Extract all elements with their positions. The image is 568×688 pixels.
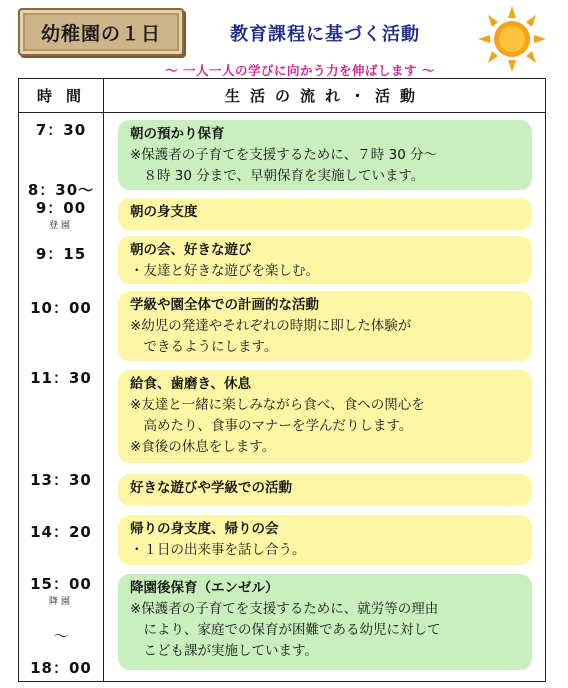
activity-line: ８時 30 分まで、早朝保育を実施しています。 [130, 168, 425, 184]
activity-morning-meeting [118, 236, 532, 284]
activity-line: ※保護者の子育てを支援するために、７時 30 分～ [130, 147, 438, 163]
activity-line: により、家庭での保育が困難である幼児に対して [130, 622, 441, 638]
activity-title: 朝の身支度 [130, 204, 198, 220]
time-0915: 9：15 [35, 245, 87, 263]
time-0900-label: 登園 [48, 221, 73, 231]
activity-line: できるようにします。 [130, 339, 278, 355]
activity-planned [118, 291, 532, 361]
activity-morning-care [118, 120, 532, 190]
time-1500: 15：00 [30, 575, 92, 593]
time-1000: 10：00 [30, 299, 92, 317]
activity-line: ※幼児の発達やそれぞれの時期に即した体験が [130, 318, 412, 334]
time-range-tilde: ～ [53, 627, 69, 645]
header-time: 時間 [36, 87, 95, 105]
activity-title: 給食、歯磨き、休息 [130, 376, 251, 392]
time-0730: 7：30 [35, 121, 87, 139]
activity-line: ※食後の休息をします。 [130, 439, 276, 455]
time-1800: 18：00 [30, 659, 92, 677]
activity-title: 学級や園全体での計画的な活動 [130, 297, 319, 313]
activity-line: こども課が実施しています。 [130, 643, 318, 659]
page-title: 教育課程に基づく活動 [230, 24, 420, 45]
table-header [19, 79, 545, 113]
activity-title: 降園後保育（エンゼル） [130, 580, 279, 596]
activity-line: ※保護者の子育てを支援するために、就労等の理由 [130, 601, 439, 617]
activity-line: 高めたり、食事のマナーを学んだりします。 [130, 418, 413, 434]
time-1500-label: 降園 [48, 597, 73, 607]
activity-line: ※友達と一緒に楽しみながら食べ、食への関心を [130, 397, 425, 413]
header-activities: 生活の流れ・活動 [224, 87, 425, 105]
time-0900: 9：00 [35, 199, 87, 217]
activity-line: ・１日の出来事を話し合う。 [130, 542, 306, 558]
time-0830: 8：30～ [27, 181, 95, 199]
time-1420: 14：20 [30, 523, 92, 541]
activity-line: ・友達と好きな遊びを楽しむ。 [130, 263, 319, 279]
column-divider [103, 79, 104, 681]
subtitle: ～ 一人一人の学びに向かう力を伸ばします ～ [165, 63, 435, 78]
badge-text: 幼稚園の１日 [40, 22, 161, 45]
activity-after-care [118, 574, 532, 670]
schedule-table [18, 78, 546, 682]
time-1330: 13：30 [30, 471, 92, 489]
activity-morning-prep [118, 198, 532, 230]
sun-icon [472, 4, 552, 74]
activity-going-home [118, 515, 532, 565]
time-1130: 11：30 [30, 369, 92, 387]
activity-free-play [118, 474, 532, 506]
activity-title: 帰りの身支度、帰りの会 [130, 521, 279, 537]
activity-title: 朝の会、好きな遊び [130, 242, 252, 258]
activity-title: 朝の預かり保育 [130, 126, 225, 142]
activity-lunch [118, 370, 532, 463]
title-badge [18, 8, 184, 56]
activity-title: 好きな遊びや学級での活動 [130, 480, 292, 496]
